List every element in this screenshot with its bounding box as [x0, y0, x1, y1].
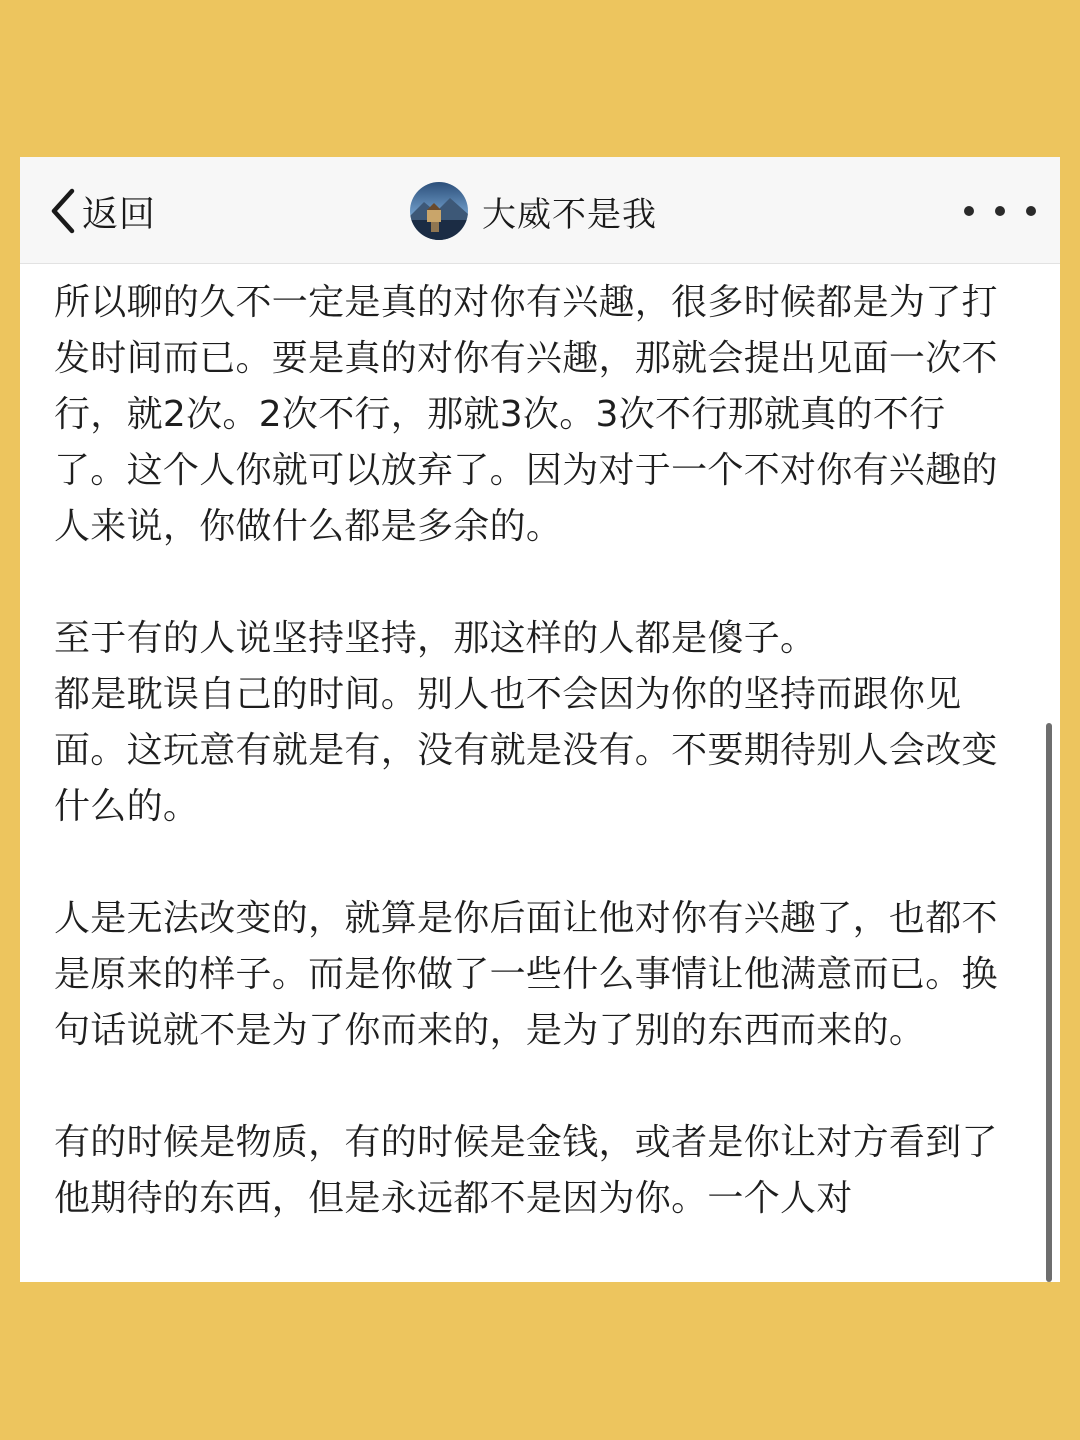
- article-paragraph: 至于有的人说坚持坚持，那这样的人都是傻子。 都是耽误自己的时间。别人也不会因为你的坚持而跟你见面。这玩意有就是有，没有就是没有。不要期待别人会改变什么的。: [54, 618, 998, 827]
- more-dots-icon: [964, 206, 974, 216]
- nav-bar: [20, 157, 1060, 264]
- conversation-header[interactable]: [410, 181, 657, 241]
- more-dots-icon: [995, 206, 1005, 216]
- chevron-left-icon: [46, 185, 80, 237]
- avatar[interactable]: [410, 182, 468, 240]
- article-paragraph: 人是无法改变的，就算是你后面让他对你有兴趣了，也都不是原来的样子。而是你做了一些什么事情让他满意而已。换句话说就不是为了你而来的，是为了别的东西而来的。: [54, 898, 998, 1051]
- article-paragraph: 所以聊的久不一定是真的对你有兴趣，很多时候都是为了打发时间而已。要是真的对你有兴趣，那就会提出见面一次不行，就2次。2次不行，那就3次。3次不行那就真的不行了。这个人你就可以放弃了。因为对于一个不对你有兴趣的人来说，你做什么都是多余的。: [54, 282, 998, 547]
- back-label: 返回: [82, 193, 157, 235]
- article-body: [54, 275, 1014, 1282]
- app-window: [20, 157, 1060, 1282]
- back-button[interactable]: [46, 185, 156, 237]
- nav-title: 大威不是我: [482, 194, 657, 235]
- scrollbar[interactable]: [1046, 723, 1052, 1282]
- article-paragraph: 有的时候是物质，有的时候是金钱，或者是你让对方看到了他期待的东西，但是永远都不是因为你。一个人对: [54, 1122, 998, 1219]
- more-dots-icon: [1026, 206, 1036, 216]
- more-button[interactable]: [964, 193, 1036, 229]
